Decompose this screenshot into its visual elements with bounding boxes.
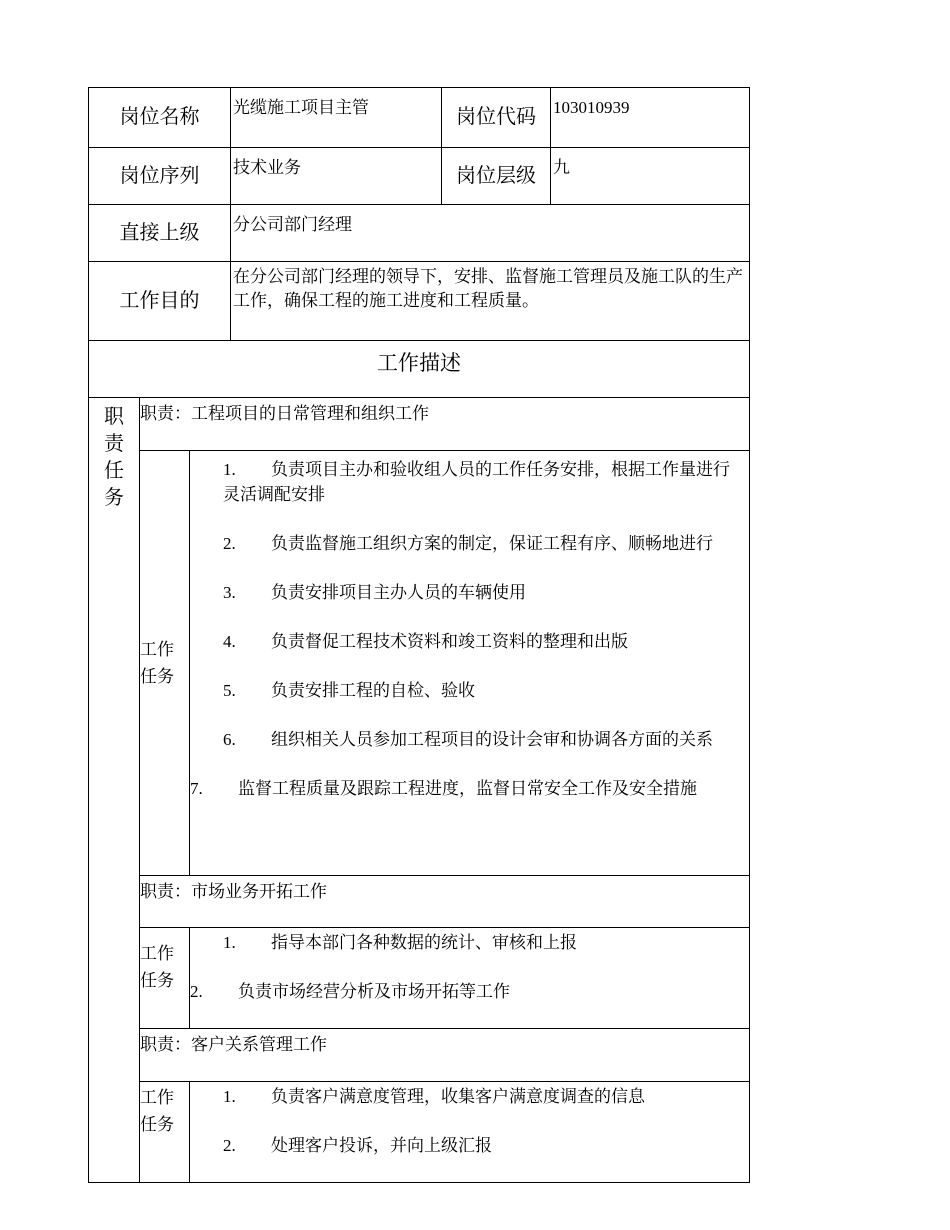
- position-code-value: 103010939: [551, 88, 750, 148]
- duty-title: 职责：客户关系管理工作: [140, 1029, 750, 1082]
- task-label: 工作任务: [140, 451, 190, 876]
- task-list: [190, 451, 750, 876]
- duties-label-char: 任: [104, 460, 124, 482]
- task-list: [190, 1082, 750, 1183]
- task-item: 1. 负责项目主办和验收组人员的工作任务安排，根据工作量进行灵活调配安排: [223, 460, 730, 504]
- duties-tasks-label: [89, 398, 140, 1183]
- task-item: 2. 负责市场经营分析及市场开拓等工作: [190, 982, 510, 1001]
- task-item: 2. 负责监督施工组织方案的制定，保证工程有序、顺畅地进行: [223, 534, 713, 553]
- level-value: 九: [551, 148, 750, 205]
- supervisor-label: 直接上级: [89, 205, 231, 262]
- task-item: 3. 负责安排项目主办人员的车辆使用: [223, 583, 526, 602]
- task-item: 7. 监督工程质量及跟踪工程进度，监督日常安全工作及安全措施: [190, 779, 697, 798]
- purpose-value: 在分公司部门经理的领导下，安排、监督施工管理员及施工队的生产工作，确保工程的施工进度和工程质量。: [231, 262, 750, 341]
- duty-title: 职责：工程项目的日常管理和组织工作: [140, 398, 750, 451]
- level-label: 岗位层级: [442, 148, 551, 205]
- task-item: 2. 处理客户投诉，并向上级汇报: [223, 1136, 492, 1155]
- task-label: 工作任务: [140, 1082, 190, 1183]
- job-description-table: [88, 87, 750, 1183]
- duties-label-char: 务: [104, 487, 124, 509]
- task-item: 5. 负责安排工程的自检、验收: [223, 681, 475, 700]
- task-item: 4. 负责督促工程技术资料和竣工资料的整理和出版: [223, 632, 628, 651]
- task-item: 1. 指导本部门各种数据的统计、审核和上报: [223, 933, 577, 952]
- duties-label-char: 职: [104, 406, 124, 428]
- job-description-sheet: [88, 87, 749, 1183]
- position-code-label: 岗位代码: [442, 88, 551, 148]
- position-name-value: 光缆施工项目主管: [231, 88, 442, 148]
- task-item: 1. 负责客户满意度管理，收集客户满意度调查的信息: [223, 1087, 645, 1106]
- work-description-header: 工作描述: [89, 341, 750, 398]
- duty-title: 职责：市场业务开拓工作: [140, 876, 750, 928]
- series-label: 岗位序列: [89, 148, 231, 205]
- supervisor-value: 分公司部门经理: [231, 205, 750, 262]
- purpose-label: 工作目的: [89, 262, 231, 341]
- series-value: 技术业务: [231, 148, 442, 205]
- task-label: 工作任务: [140, 928, 190, 1029]
- task-item: 6. 组织相关人员参加工程项目的设计会审和协调各方面的关系: [223, 730, 713, 749]
- task-list: [190, 928, 750, 1029]
- position-name-label: 岗位名称: [89, 88, 231, 148]
- duties-label-char: 责: [104, 433, 124, 455]
